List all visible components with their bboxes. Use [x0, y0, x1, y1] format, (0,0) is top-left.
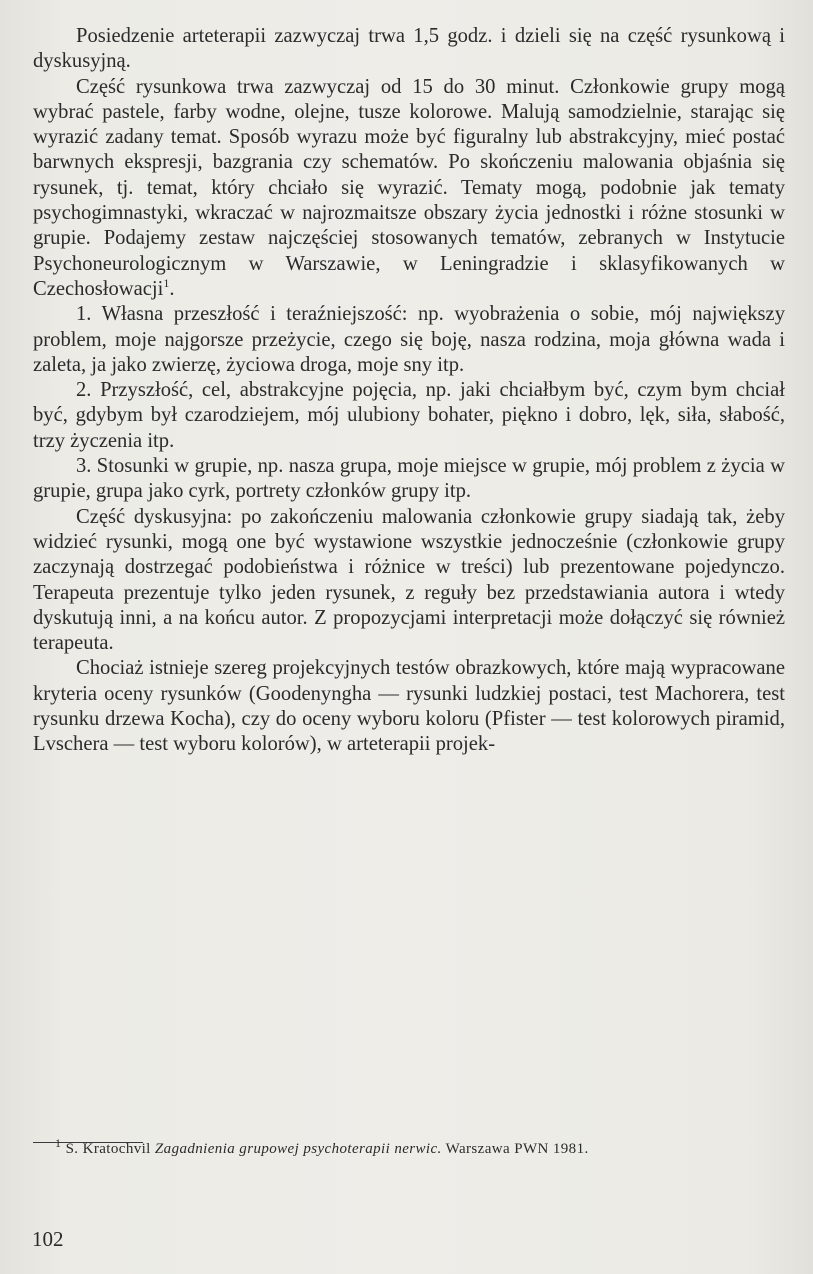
paragraph-discussion-part: Część dyskusyjna: po zakończeniu malowania członkowie grupy siadają tak, żeby widzieć rysunki, mogą one być wystawione wszystkie jednocześnie (członkowie grupy zaczynają dostrzegać podobieństwa i różnice w treści) lub prezentowane pojedynczo. Terapeuta prezentuje tylko jeden rysunek, z reguły bez przedstawiania autora i wtedy dyskutują inni, a na końcu autor. Z propozycjami interpretacji może dołączyć się również terapeuta. [33, 505, 785, 655]
list-item-future: 2. Przyszłość, cel, abstrakcyjne pojęcia, np. jaki chciałbym być, czym bym chciał być, gdybym był czarodziejem, mój ulubiony bohater, piękno i dobro, lęk, siła, słabość, trzy życzenia itp. [33, 379, 785, 452]
paragraph-projective-tests: Chociaż istnieje szereg projekcyjnych testów obrazkowych, które mają wypracowane kryteria oceny rysunków (Goodenyngha — rysunki ludzkiej postaci, test Machorera, test rysunku drzewa Kocha), czy do oceny wyboru koloru (Pfister — test kolorowych piramid, Lvschera — test wyboru kolorów), w arteterapii projek- [33, 657, 785, 756]
paragraph-drawing-part: Część rysunkowa trwa zazwyczaj od 15 do 30 minut. Członkowie grupy mogą wybrać pastele, farby wodne, olejne, tusze kolorowe. Malują samodzielnie, starając się wyrazić zadany temat. Sposób wyrazu może być figuralny lub abstrakcyjny, mieć postać barwnych ekspresji, bazgrania czy schematów. Po skończeniu malowania objaśnia się rysunek, tj. temat, który chciało się wyrazić. Tematy mogą, podobnie jak tematy psychogimnastyki, wkraczać w najrozmaitsze obszary życia jednostki i różne stosunki w grupie. Podajemy zestaw najczęściej stosowanych tematów, zebranych w Instytucie Psychoneurologicznym w Warszawie, w Leningradzie i sklasyfikowanych w Czechosłowacji$^1$. [33, 75, 785, 300]
list-item-group-relations: 3. Stosunki w grupie, np. nasza grupa, moje miejsce w grupie, mój problem z życia w grupie, grupa jako cyrk, portrety członków grupy itp. [33, 455, 785, 503]
body-text [33, 24, 785, 758]
footnote [33, 1138, 785, 1161]
paragraph-session-duration: Posiedzenie arteterapii zazwyczaj trwa 1,5 godz. i dzieli się na część rysunkową i dyskusyjną. [33, 25, 785, 73]
page-number: 102 [32, 1227, 64, 1251]
footnote-publication: Warszawa PWN 1981. [445, 1141, 589, 1157]
footnote-marker: 1 [55, 1136, 62, 1150]
list-item-past-present: 1. Własna przeszłość i teraźniejszość: np. wyobrażenia o sobie, mój największy problem, moje najgorsze przeżycie, czego się boję, nasza rodzina, moja główna wada i zaleta, ja jako zwierzę, życiowa droga, moje sny itp. [33, 303, 785, 376]
footnote-title: Zagadnienia grupowej psychoterapii nerwic. [154, 1141, 442, 1157]
footnote-reference[interactable]: 1 [163, 276, 170, 291]
drawing-part-text: Część rysunkowa trwa zazwyczaj od 15 do 30 minut. Członkowie grupy mogą wybrać pastele, farby wodne, olejne, tusze kolorowe. Malują samodzielnie, starając się wyrazić zadany temat. Sposób wyrazu może być figuralny lub abstrakcyjny, mieć postać barwnych ekspresji, bazgrania czy schematów. Po skończeniu malowania objaśnia się rysunek, tj. temat, który chciało się wyrazić. Tematy mogą, podobnie jak tematy psychogimnastyki, wkraczać w najrozmaitsze obszary życia jednostki i różne stosunki w grupie. Podajemy zestaw najczęściej stosowanych tematów, zebranych w Instytucie Psychoneurologicznym w Warszawie, w Leningradzie i sklasyfikowanych w Czechosłowacji [33, 75, 785, 300]
footnote-author: S. Kratochvil [65, 1141, 151, 1157]
